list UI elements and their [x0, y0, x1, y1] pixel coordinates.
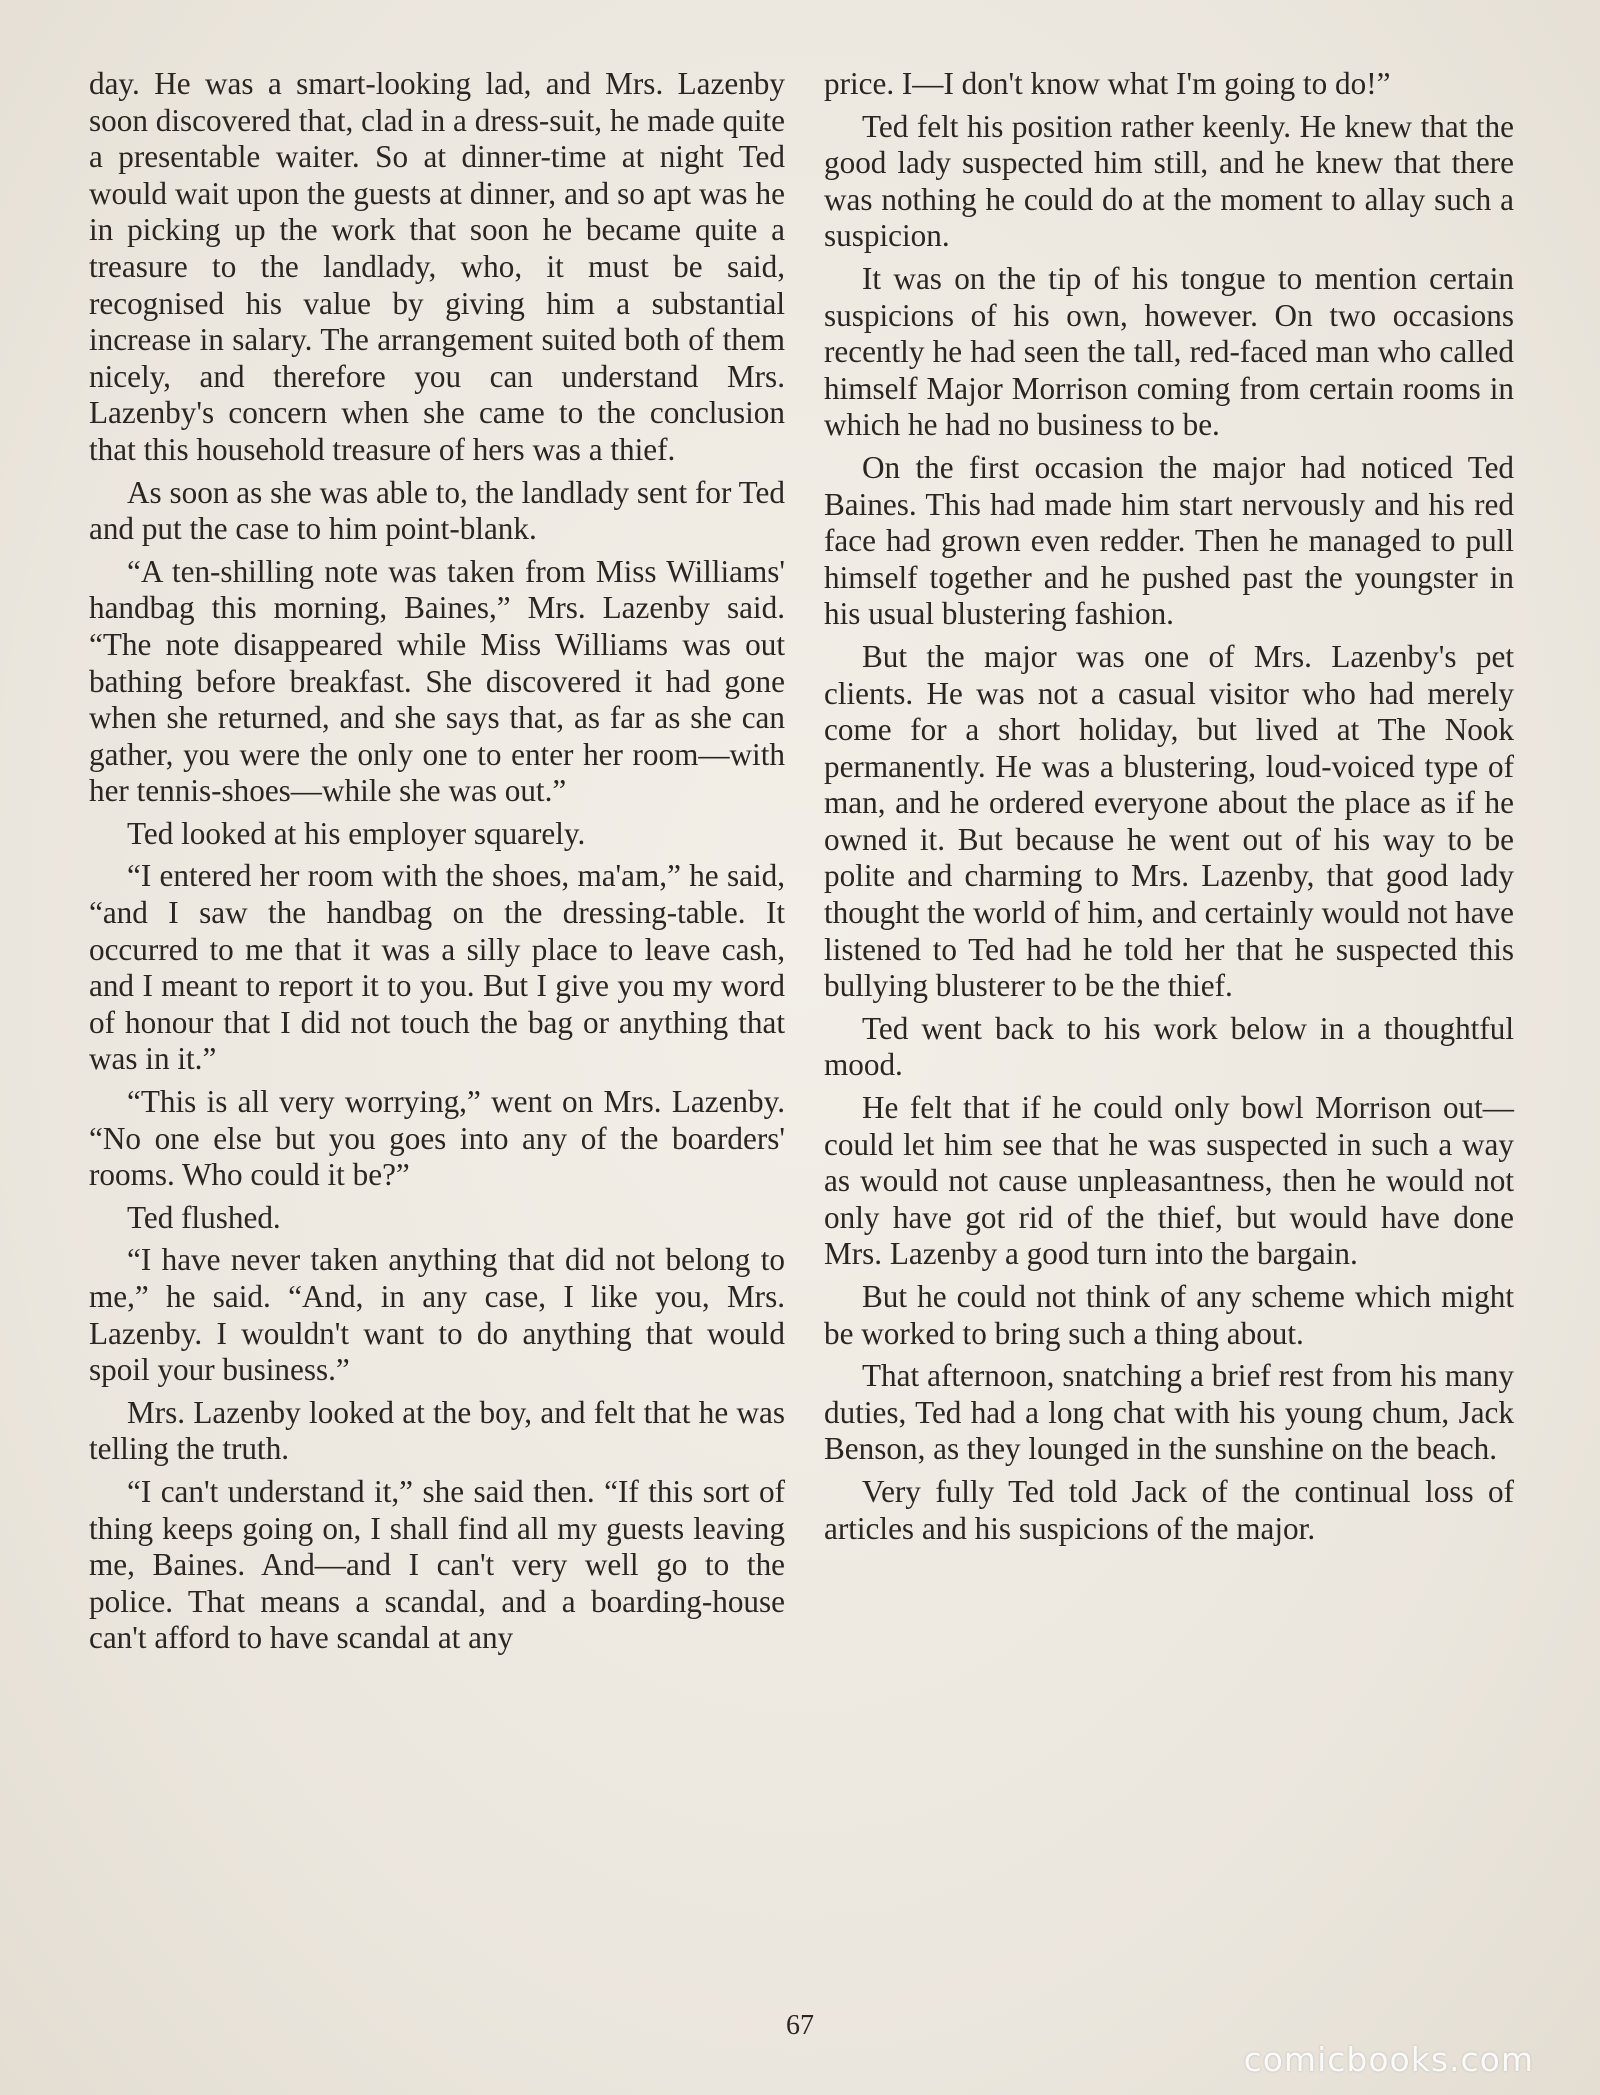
paragraph: “I have never taken anything that did not belong to me,” he said. “And, in any case, I like you, Mrs. Lazenby. I wouldn't want to do anything that would spoil your business.” — [89, 1242, 785, 1388]
paragraph: Mrs. Lazenby looked at the boy, and felt that he was telling the truth. — [89, 1394, 785, 1467]
paragraph: price. I—I don't know what I'm going to do!” — [824, 66, 1391, 101]
paragraph: But the major was one of Mrs. Lazenby's pet clients. He was not a casual visitor who had merely come for a short holiday, but lived at The Nook permanently. He was a blustering, loud-voiced type of man, and he ordered everyone about the place as if he owned it. But because he went out of his way to be polite and charming to Mrs. Lazenby, that good lady thought the world of him, and certainly would not have listened to Ted had he told her that he suspected this bullying blusterer to be the thief. — [824, 638, 1514, 1004]
paragraph: He felt that if he could only bowl Morrison out—could let him see that he was suspected in such a way as would not cause unpleasantness, then he would not only have got rid of the thief, but would have done Mrs. Lazenby a good turn into the bargain. — [824, 1090, 1514, 1272]
watermark: comicbooks.com — [1243, 2040, 1534, 2079]
paragraph: It was on the tip of his tongue to mention certain suspicions of his own, however. On two occasions recently he had seen the tall, red-faced man who called himself Major Morrison coming from certain rooms in which he had no business to be. — [824, 260, 1514, 443]
page-number: 67 — [786, 2010, 814, 2041]
paragraph: “I entered her room with the shoes, ma'am,” he said, “and I saw the handbag on the dressing-table. It occurred to me that it was a silly place to leave cash, and I meant to report it to you. But I give you my word of honour that I did not touch the bag or anything that was in it.” — [89, 858, 785, 1077]
left-text-column — [89, 66, 785, 1663]
paragraph: But he could not think of any scheme which might be worked to bring such a thing about. — [824, 1279, 1514, 1351]
paragraph: Ted flushed. — [127, 1199, 281, 1235]
paragraph: “A ten-shilling note was taken from Miss Williams' handbag this morning, Baines,” Mrs. Lazenby said. “The note disappeared while Miss Williams was out bathing before breakfast. She discovered it had gone when she returned, and she says that, as far as she can gather, you were the only one to enter her room—with her tennis-shoes—while she was out.” — [89, 553, 785, 809]
paragraph: On the first occasion the major had noticed Ted Baines. This had made him start nervously and his red face had grown even redder. Then he managed to pull himself together and he pushed past the youngster in his usual blustering fashion. — [824, 449, 1514, 632]
paragraph: Ted looked at his employer squarely. — [127, 815, 586, 851]
paragraph: As soon as she was able to, the landlady sent for Ted and put the case to him point-blank. — [89, 474, 785, 547]
paragraph: Ted felt his position rather keenly. He knew that the good lady suspected him still, and he knew that there was nothing he could do at the moment to allay such a suspicion. — [824, 108, 1514, 254]
paragraph: That afternoon, snatching a brief rest from his many duties, Ted had a long chat with his young chum, Jack Benson, as they lounged in the sunshine on the beach. — [824, 1358, 1514, 1467]
right-text-column — [824, 66, 1514, 1553]
paragraph: Ted went back to his work below in a thoughtful mood. — [824, 1010, 1514, 1083]
paragraph: “This is all very worrying,” went on Mrs. Lazenby. “No one else but you goes into any of the boarders' rooms. Who could it be?” — [89, 1084, 785, 1193]
paragraph: day. He was a smart-looking lad, and Mrs. Lazenby soon discovered that, clad in a dress-suit, he made quite a presentable waiter. So at dinner-time at night Ted would wait upon the guests at dinner, and so apt was he in picking up the work that soon he became quite a treasure to the landlady, who, it must be said, recognised his value by giving him a substantial increase in salary. The arrangement suited both of them nicely, and therefore you can understand Mrs. Lazenby's concern when she came to the conclusion that this household treasure of hers was a thief. — [89, 66, 785, 467]
paragraph: “I can't understand it,” she said then. “If this sort of thing keeps going on, I shall find all my guests leaving me, Baines. And—and I can't very well go to the police. That means a scandal, and a boarding-house can't afford to have scandal at any — [89, 1473, 785, 1656]
paragraph: Very fully Ted told Jack of the continual loss of articles and his suspicions of the major. — [824, 1473, 1514, 1546]
